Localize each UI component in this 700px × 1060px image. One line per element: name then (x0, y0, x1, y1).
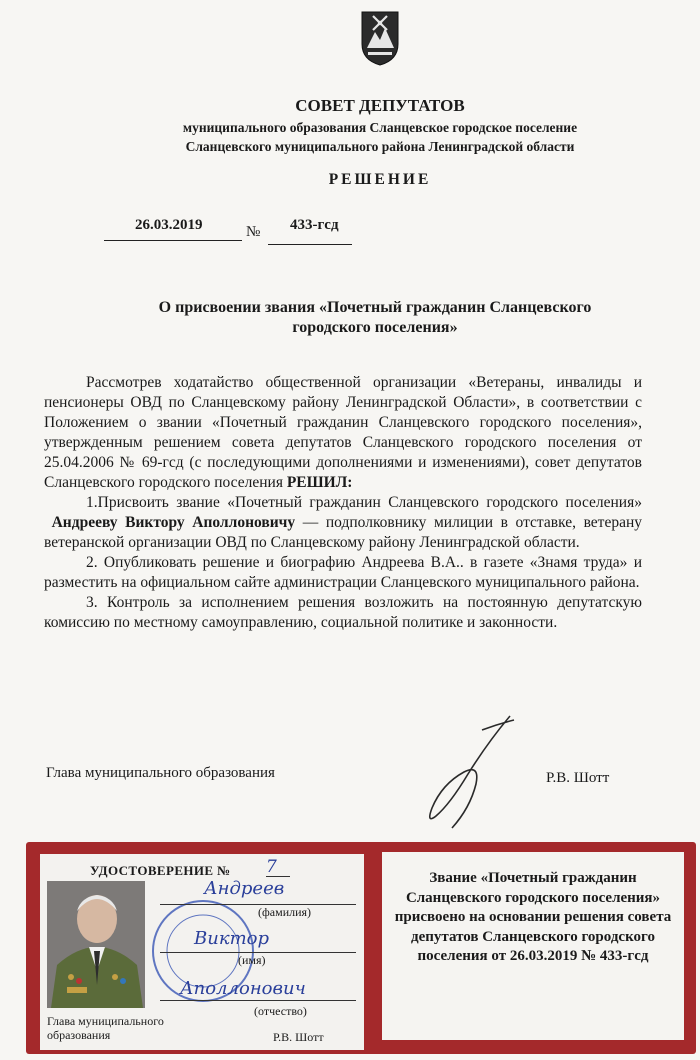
item-1-start: 1.Присвоить звание «Почетный гражданин Сланцевского городского поселения» (86, 494, 642, 511)
number-sign: № (246, 224, 261, 240)
date-underline (104, 240, 242, 241)
name-label: (имя) (238, 953, 266, 967)
portrait-icon (47, 881, 145, 1008)
item-3: 3. Контроль за исполнением решения возложить на постоянную депутатскую комиссию по местному самоуправлению, социальной политике и законности. (44, 594, 642, 631)
number-line (266, 876, 290, 877)
council-subtitle-line2: Сланцевского муниципального района Ленинградской области (185, 139, 575, 154)
item-2: 2. Опубликовать решение и биографию Андреева В.А.. в газете «Знамя труда» и разместить на официальном сайте администрации Сланцевского муниципального района. (44, 554, 642, 591)
handwritten-signature-icon (418, 712, 528, 838)
certificate-left-page (40, 854, 364, 1050)
certificate-card (26, 842, 696, 1054)
signatory-position: Глава муниципального образования (46, 765, 275, 781)
surname-handwritten: Андреев (204, 878, 285, 899)
resolved-keyword: РЕШИЛ: (286, 474, 353, 491)
decision-body (44, 373, 642, 633)
portrait-photo (47, 881, 145, 1008)
document-type: РЕШЕНИЕ (328, 171, 432, 188)
decision-subject: О присвоении звания «Почетный гражданин Сланцевского городского поселения» (158, 299, 592, 336)
number-underline (268, 244, 352, 245)
surname-label: (фамилия) (258, 905, 312, 919)
name-handwritten: Виктор (194, 928, 269, 949)
preamble-text: Рассмотрев ходатайство общественной организации «Ветераны, инвалиды и пенсионеры ОВД по Сланцевскому району Ленинградской Области», в соответствии с Положением о звании «Почетный гражданин Сланцевского городского поселения», утвержденным решением совета депутатов Сланцевского городского поселения от 25.04.2006 № 69-гсд (с последующими дополнениями и изменениями), совет депутатов Сланцевского городского поселения (44, 374, 642, 491)
item-1-end: — подполковнику милиции в отставке, ветерану ветеранской организации ОВД по Сланцевскому району Ленинградской области. (44, 514, 643, 551)
item-1 (44, 493, 642, 553)
council-subtitle-line1: муниципального образования Сланцевское городское поселение (182, 120, 578, 135)
certificate-title: УДОСТОВЕРЕНИЕ № (90, 863, 231, 878)
decision-number: 433-гсд (290, 217, 339, 233)
patronymic-handwritten: Аполлонович (180, 978, 306, 999)
signatory-name: Р.В. Шотт (546, 770, 610, 786)
head-title-line2: образования (47, 1028, 111, 1042)
head-name: Р.В. Шотт (273, 1030, 324, 1044)
coat-of-arms-icon (359, 10, 401, 66)
head-title-line1: Глава муниципального (47, 1014, 164, 1028)
awardee-name: Андрееву Виктору Аполлоновичу (51, 514, 296, 531)
certificate-number: 7 (266, 857, 277, 877)
patronymic-label: (отчество) (254, 1004, 307, 1018)
decision-date: 26.03.2019 (135, 217, 203, 233)
preamble-paragraph (44, 373, 642, 493)
council-title: СОВЕТ ДЕПУТАТОВ (295, 96, 465, 115)
certificate-right-page (382, 852, 684, 1040)
patronymic-line (160, 1000, 356, 1001)
honorary-title-statement: Звание «Почетный гражданин Сланцевского городского поселения» присвоено на основании решения совета депутатов Сланцевского городского поселения от 26.03.2019 № 433-гсд (394, 870, 672, 964)
